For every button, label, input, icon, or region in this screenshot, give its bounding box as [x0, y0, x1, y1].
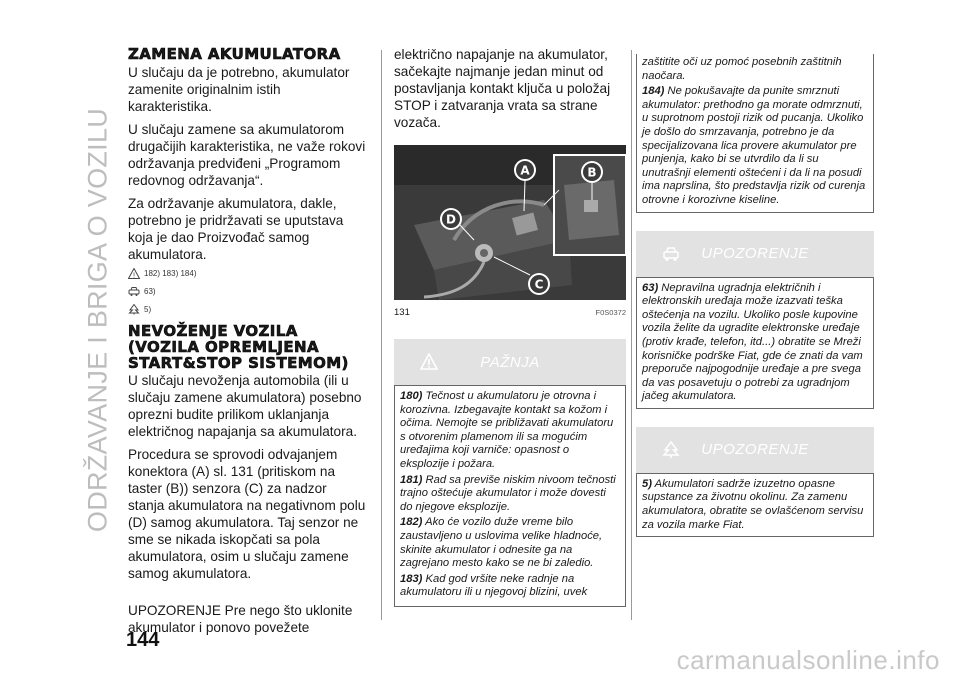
note-item: 63) Nepravilna ugradnja električnih i elektronskih uređaja može izazvati teška oštećenja na vozilu. Ukoliko posle kupovine vozila želite da ugradite elektronske uređaje (protiv krađe, telefon, itd...) obratite se Mreži korisničke podrške Fiat, gde će znati da vam preporuče najpogodnije uređaje a pre svega da vas posavetuju o potrebi za ugradnjom jačeg akumulatora. — [642, 281, 863, 403]
figure-code: F0S0372 — [595, 308, 626, 317]
note-item: 180) Tečnost u akumulatoru je otrovna i korozivna. Izbegavajte kontakt sa kožom i očima. Nemojte se približavati akumulatoru s otvorenim plamenom ili sa mogućim uređajima koji varniče: opasnost o eksplozije i požara. — [400, 390, 614, 470]
figure-label-d: D — [446, 212, 456, 227]
caution-refs: 63) — [128, 283, 366, 299]
svg-text:!: ! — [132, 271, 136, 279]
battery-illustration — [394, 145, 626, 300]
column-divider — [381, 50, 382, 620]
note-continuation: zaštitite oči uz pomoć posebnih zaštitnih naočara. — [642, 56, 842, 82]
figure-label-b: B — [587, 165, 597, 180]
paragraph: električno napajanje na akumulator, sačekajte najmanje jedan minut od postavljanja kontakt ključa u položaj STOP i zatvaranja vrata sa strane vozača. — [394, 47, 611, 130]
caution-notes-continued — [636, 54, 874, 213]
note-item: 5) Akumulatori sadrže izuzetno opasne supstance za životnu okolinu. Za zamenu akumulatora, obratite se ovlašćenom servisu za vozila marke Fiat. — [642, 477, 864, 531]
paragraph: U slučaju nevoženja automobila (ili u slučaju zamene akumulatora) posebno oprezni budite prilikom uklanjanja električnog napajanja sa akumulatora. — [128, 373, 362, 439]
note-item: 181) Rad sa previše niskim nivoom tečnosti trajno oštećuje akumulator i može dovesti do njegove eksplozije. — [400, 473, 616, 513]
warning-banner-electronics — [636, 231, 874, 277]
heading-battery-replacement: ZAMENA AKUMULATORA — [128, 45, 341, 63]
caution-banner-title: PAŽNJA — [480, 353, 540, 371]
tree-environment-icon — [662, 441, 680, 459]
column-1 — [128, 46, 366, 642]
chapter-side-title — [78, 40, 118, 600]
watermark: carmanualsonline.info — [676, 645, 940, 675]
note-item: 182) Ako će vozilo duže vreme bilo zaustavljeno u uslovima velike hladnoće, skinite akumulator i odnesite ga na zagrejano mesto kako se ne bi zaledio. — [400, 516, 603, 570]
warning-notes-environment — [636, 473, 874, 537]
column-2 — [394, 46, 626, 607]
figure-label-a: A — [520, 163, 530, 178]
figure-number: 131 — [394, 307, 410, 318]
warning-banner-title: UPOZORENJE — [701, 245, 809, 263]
caution-notes — [394, 385, 626, 607]
paragraph: Procedura se sprovodi odvajanjem konektora (A) sl. 131 (pritiskom na taster (B)) senzora (C) za nadzor stanja akumulatora na negativnom polu (D) samog akumulatora. Taj senzor ne sme se nikada iskopčati sa pola akumulatora, osim u slučaju zamene samog akumulatora. — [128, 447, 366, 581]
car-warning-icon — [128, 286, 140, 297]
column-3 — [636, 46, 874, 537]
page-number: 144 — [126, 629, 160, 651]
paragraph: U slučaju da je potrebno, akumulator zamenite originalnim istih karakteristika. — [128, 65, 350, 114]
paragraph: Za održavanje akumulatora, dakle, potrebno je pridržavati se uputstava koja je dao Proizvođač samog akumulatora. — [128, 196, 344, 262]
warning-banner-title: UPOZORENJE — [701, 441, 809, 459]
environment-refs: 5) — [128, 301, 366, 317]
tree-environment-icon — [128, 304, 140, 315]
warning-triangle-icon — [420, 353, 438, 371]
note-item: 184) Ne pokušavajte da punite smrznuti akumulator: prethodno ga morate odmrznuti, u suprotnom postoji rizik od pucanja. Ukoliko je došlo do smrzavanja, potrebno je da specijalizovana lica provere akumulator pre punjenja, kako bi se utvrdilo da li su unutrašnji elementi oštećeni i da li na posudi ima naprslina, što predstavlja rizik od curenja otrovne i korozivne kiseline. — [642, 85, 866, 206]
paragraph: UPOZORENJE Pre nego što uklonite akumulator i ponovo povežete — [128, 603, 353, 635]
figure-label-c: C — [534, 277, 544, 292]
note-item: 183) Kad god vršite neke radnje na akumulatoru ili u njegovoj blizini, uvek — [400, 572, 588, 599]
car-warning-icon — [662, 245, 680, 263]
figure-caption — [394, 304, 626, 321]
caution-banner — [394, 339, 626, 385]
chapter-side-title-text: ODRŽAVANJE I BRIGA O VOZILU — [82, 107, 113, 533]
warning-triangle-icon — [128, 268, 140, 279]
warning-banner-environment — [636, 427, 874, 473]
heading-vehicle-storage: NEVOŽENJE VOZILA (VOZILA OPREMLJENA START&STOP SISTEMOM) — [128, 322, 349, 372]
warning-notes-electronics — [636, 277, 874, 409]
warning-refs: ! 182) 183) 184) — [128, 265, 366, 281]
paragraph: U slučaju zamene sa akumulatorom drugačijih karakteristika, ne važe rokovi održavanja predviđeni „Programom redovnog održavanja“. — [128, 122, 366, 188]
column-divider — [631, 50, 632, 620]
battery-figure — [394, 145, 626, 300]
